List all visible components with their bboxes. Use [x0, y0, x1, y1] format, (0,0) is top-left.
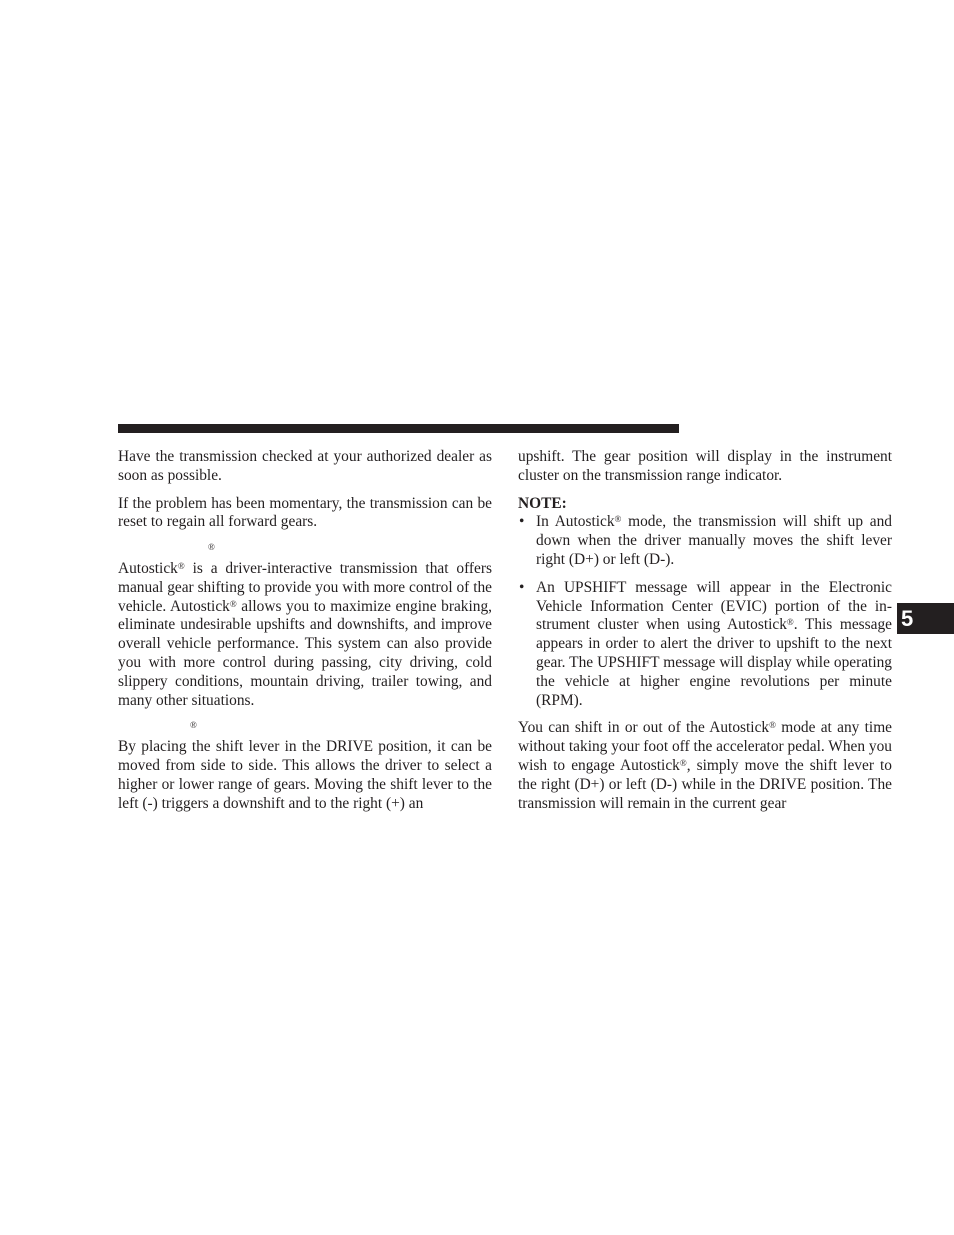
- section-divider-bar: [118, 424, 679, 433]
- list-item: • An UPSHIFT message will appear in the Electronic Vehicle Information Center (EVIC) portion of the in-strument cluster when using Autostick®. This message appears in order to alert the driver to upshift to the next gear. The UPSHIFT message will display while operating the vehicle at higher engine revolutions per minute (RPM).: [519, 578, 893, 709]
- chapter-number: 5: [901, 606, 914, 631]
- note-list: [518, 513, 892, 710]
- paragraph-upshift-display: upshift. The gear position will display in the instrument cluster on the transmission range indicator.: [518, 448, 892, 484]
- section-heading-autostick: [118, 541, 492, 560]
- registered-mark: ®: [208, 542, 215, 553]
- list-item: • In Autostick® mode, the transmission will shift up and down when the driver manually moves the shift lever right (D+) or left (D-).: [519, 513, 892, 568]
- paragraph-shift-in-out: You can shift in or out of the Autostick® mode at any time without taking your foot off the accelerator pedal. When you wish to engage Autostick®, simply move the shift lever to the right (D+) or left (D-) while in the DRIVE position. The transmission will remain in the current gear: [518, 719, 892, 812]
- note-label: NOTE:: [518, 494, 567, 512]
- bullet-icon: •: [519, 578, 525, 596]
- paragraph-shift-lever: By placing the shift lever in the DRIVE position, it can be moved from side to side. This allows the driver to select a higher or lower range of gears. Moving the shift lever to the left (-) triggers a downshift and to the right (+) an: [118, 738, 492, 812]
- left-column: [118, 448, 492, 813]
- registered-mark: ®: [190, 720, 197, 731]
- paragraph-dealer-check: Have the transmission checked at your authorized dealer as soon as possible.: [118, 448, 492, 484]
- chapter-tab: [897, 603, 954, 634]
- paragraph-autostick-description: Autostick® is a driver-interactive transmission that offers manual gear shifting to provide you with more control of the vehicle. Autostick® allows you to maximize engine braking, eliminate undesirable upshifts and downshifts, and improve overall vehicle performance. This system can also provide you with more control during passing, city driving, cold slippery conditions, mountain driving, trailer towing, and many other situations.: [118, 559, 492, 709]
- bullet-icon: •: [519, 513, 525, 531]
- section-heading-autostick-operation: [118, 719, 492, 738]
- right-column: [518, 448, 892, 813]
- paragraph-momentary-problem: If the problem has been momentary, the transmission can be reset to regain all forward gears.: [118, 494, 492, 531]
